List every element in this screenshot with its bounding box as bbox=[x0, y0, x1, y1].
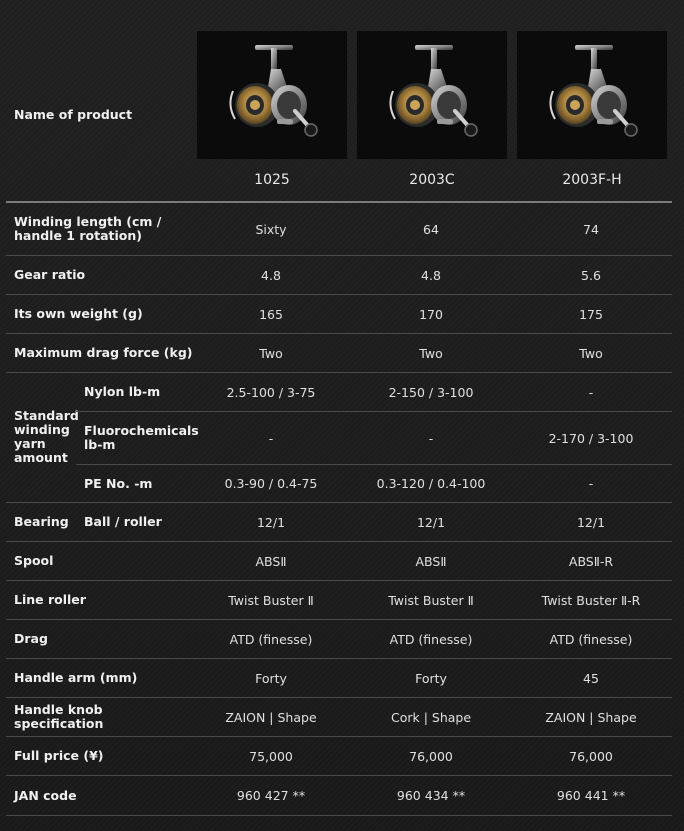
jan-row bbox=[6, 776, 672, 816]
yarn-amount-group-label: Standard winding yarn amount bbox=[14, 408, 79, 465]
value-cell: Twist Buster Ⅱ bbox=[228, 592, 314, 608]
value-cell: 2-150 / 3-100 bbox=[388, 384, 474, 400]
value-cell: 4.8 bbox=[261, 267, 281, 283]
bearing-sublabel: Ball / roller bbox=[84, 514, 162, 529]
bearing-row bbox=[6, 503, 672, 542]
value-cell: 2-170 / 3-100 bbox=[548, 430, 634, 446]
model-name: 2003F-H bbox=[562, 172, 622, 188]
nylon-label: Nylon lb-m bbox=[84, 384, 161, 399]
max-drag-label: Maximum drag force (kg) bbox=[14, 345, 193, 360]
value-cell: 4.8 bbox=[421, 267, 441, 283]
line-roller-row bbox=[6, 581, 672, 620]
spec-table bbox=[6, 0, 672, 831]
pe-row bbox=[6, 465, 672, 503]
gear-ratio-row bbox=[6, 256, 672, 295]
product-image-2003c bbox=[357, 31, 507, 159]
model-name: 1025 bbox=[254, 172, 290, 188]
gear-ratio-label: Gear ratio bbox=[14, 267, 86, 282]
value-cell: - bbox=[268, 430, 274, 446]
value-cell: 75,000 bbox=[249, 748, 293, 764]
weight-row bbox=[6, 295, 672, 334]
value-cell: Forty bbox=[415, 670, 447, 686]
value-cell: ABSⅡ bbox=[415, 553, 447, 569]
value-cell: 12/1 bbox=[416, 514, 446, 530]
value-cell: - bbox=[588, 384, 594, 400]
product-header-row bbox=[6, 0, 672, 203]
value-cell: 960 434 ** bbox=[396, 788, 466, 803]
value-cell: 170 bbox=[419, 306, 443, 322]
handle-knob-row bbox=[6, 698, 672, 737]
value-cell: Two bbox=[419, 345, 443, 361]
weight-label: Its own weight (g) bbox=[14, 306, 143, 321]
value-cell: ATD (finesse) bbox=[229, 631, 313, 647]
value-cell: - bbox=[588, 476, 594, 491]
value-cell: ZAION | Shape bbox=[545, 709, 637, 725]
value-cell: 45 bbox=[583, 670, 599, 686]
spool-row bbox=[6, 542, 672, 581]
value-cell: 0.3-90 / 0.4-75 bbox=[224, 476, 318, 491]
value-cell: 2.5-100 / 3-75 bbox=[226, 384, 316, 400]
value-cell: Sixty bbox=[255, 221, 287, 237]
value-cell: Twist Buster Ⅱ-R bbox=[541, 592, 641, 608]
fluoro-row bbox=[76, 412, 672, 465]
jan-label: JAN code bbox=[14, 787, 77, 803]
fluoro-label: Fluorochemicals lb-m bbox=[84, 423, 199, 452]
handle-arm-label: Handle arm (mm) bbox=[14, 670, 138, 685]
handle-arm-row bbox=[6, 659, 672, 698]
spinning-reel-icon bbox=[517, 31, 667, 159]
model-name: 2003C bbox=[409, 172, 455, 188]
value-cell: 175 bbox=[579, 306, 603, 322]
handle-knob-label: Handle knob specification bbox=[14, 702, 104, 731]
value-cell: 0.3-120 / 0.4-100 bbox=[376, 476, 486, 491]
spinning-reel-icon bbox=[197, 31, 347, 159]
value-cell: ZAION | Shape bbox=[225, 709, 317, 725]
value-cell: - bbox=[428, 430, 434, 446]
value-cell: 76,000 bbox=[569, 748, 613, 764]
value-cell: 960 441 ** bbox=[556, 788, 626, 803]
value-cell: ATD (finesse) bbox=[389, 631, 473, 647]
line-roller-label: Line roller bbox=[14, 592, 86, 607]
product-name-label: Name of product bbox=[14, 107, 133, 122]
bearing-label: Bearing bbox=[14, 514, 69, 529]
product-image-1025 bbox=[197, 31, 347, 159]
winding-length-label: Winding length (cm / handle 1 rotation) bbox=[14, 214, 162, 243]
price-label: Full price (¥) bbox=[14, 748, 104, 763]
value-cell: Forty bbox=[255, 670, 287, 686]
value-cell: 165 bbox=[259, 306, 283, 322]
value-cell: 5.6 bbox=[581, 267, 601, 283]
value-cell: 960 427 ** bbox=[236, 788, 306, 803]
spinning-reel-icon bbox=[357, 31, 507, 159]
spool-label: Spool bbox=[14, 553, 54, 568]
price-row bbox=[6, 737, 672, 776]
value-cell: 12/1 bbox=[576, 514, 606, 530]
value-cell: ATD (finesse) bbox=[549, 631, 633, 647]
value-cell: Cork | Shape bbox=[390, 709, 472, 725]
drag-label: Drag bbox=[14, 631, 48, 646]
value-cell: 64 bbox=[423, 221, 439, 237]
nylon-row bbox=[76, 373, 672, 412]
pe-label: PE No. -m bbox=[84, 475, 153, 491]
value-cell: 76,000 bbox=[409, 748, 453, 764]
value-cell: Twist Buster Ⅱ bbox=[388, 592, 474, 608]
product-image-2003f-h bbox=[517, 31, 667, 159]
value-cell: 74 bbox=[583, 221, 599, 237]
value-cell: Two bbox=[579, 345, 603, 361]
value-cell: ABSⅡ bbox=[255, 553, 287, 569]
value-cell: Two bbox=[259, 345, 283, 361]
winding-length-row bbox=[6, 203, 672, 256]
value-cell: 12/1 bbox=[256, 514, 286, 530]
value-cell: ABSⅡ-R bbox=[568, 553, 614, 569]
max-drag-row bbox=[6, 334, 672, 373]
drag-row bbox=[6, 620, 672, 659]
